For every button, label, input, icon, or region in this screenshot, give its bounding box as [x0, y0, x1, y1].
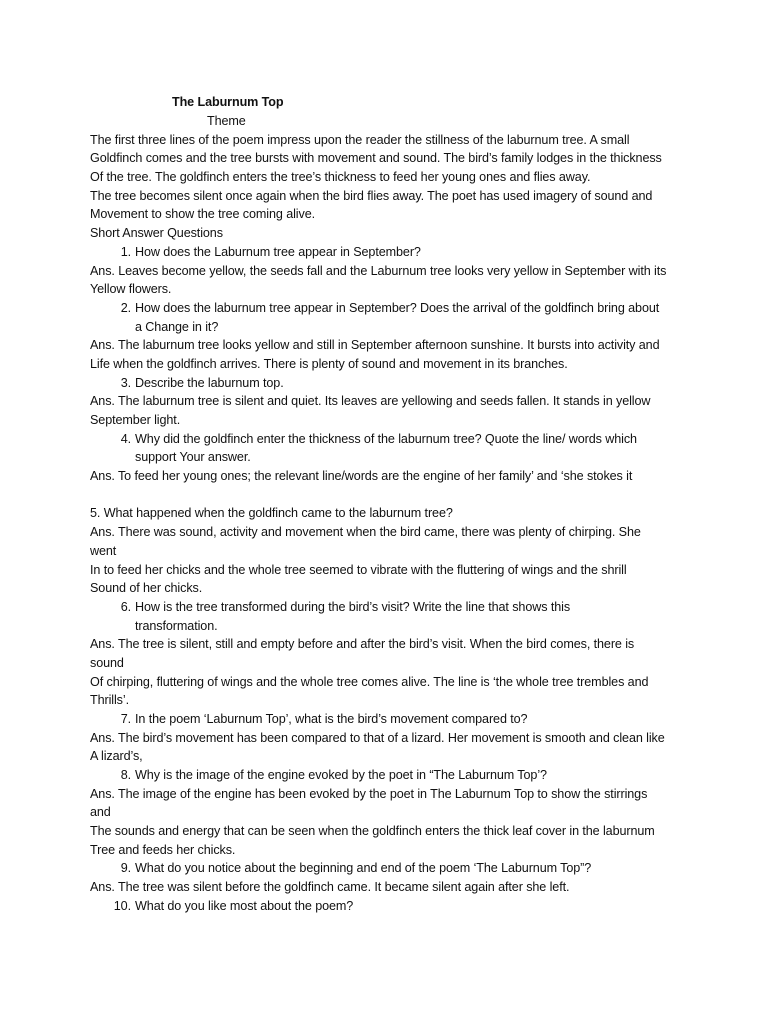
- question-number: 8.: [120, 768, 131, 782]
- theme-paragraph-line: The first three lines of the poem impress upon the reader the stillness of the laburnum tree. A small: [90, 133, 630, 147]
- question-4: [120, 430, 637, 448]
- question-text: What do you notice about the beginning and end of the poem ‘The Laburnum Top”?: [135, 861, 592, 875]
- question-8: [120, 766, 547, 784]
- question-5: 5. What happened when the goldfinch came to the laburnum tree?: [90, 506, 453, 520]
- question-2: [120, 299, 660, 317]
- answer-line: Thrills’.: [90, 693, 129, 707]
- question-10: [113, 897, 354, 915]
- answer-line: Ans. The tree is silent, still and empty before and after the bird’s visit. When the bird comes, there is: [90, 637, 635, 651]
- question-text: Why is the image of the engine evoked by the poet in “The Laburnum Top’?: [135, 768, 547, 782]
- question-text-continued: support Your answer.: [135, 450, 251, 464]
- document-title: The Laburnum Top: [172, 95, 284, 109]
- question-text-continued: transformation.: [135, 619, 218, 633]
- answer-line: Ans. There was sound, activity and movement when the bird came, there was plenty of chirping. She: [90, 525, 641, 539]
- theme-paragraph-line: Movement to show the tree coming alive.: [90, 207, 315, 221]
- question-number: 1.: [120, 245, 131, 259]
- answer-line: Life when the goldfinch arrives. There is plenty of sound and movement in its branches.: [90, 357, 568, 371]
- question-number: 2.: [120, 301, 131, 315]
- question-number: 3.: [120, 376, 131, 390]
- question-number: 4.: [120, 432, 131, 446]
- question-number: 7.: [120, 712, 131, 726]
- question-text: How does the laburnum tree appear in September? Does the arrival of the goldfinch bring about: [135, 301, 660, 315]
- answer-line: Ans. The laburnum tree looks yellow and still in September afternoon sunshine. It bursts into activity and: [90, 338, 660, 352]
- answer-line: and: [90, 805, 111, 819]
- question-text-continued: a Change in it?: [135, 320, 219, 334]
- answer-line: sound: [90, 656, 124, 670]
- question-3: [120, 374, 284, 392]
- answer-line: In to feed her chicks and the whole tree seemed to vibrate with the fluttering of wings and the shrill: [90, 563, 627, 577]
- question-number: 9.: [120, 861, 131, 875]
- answer-line: Ans. The bird’s movement has been compared to that of a lizard. Her movement is smooth and clean like: [90, 731, 665, 745]
- theme-paragraph-line: Goldfinch comes and the tree bursts with movement and sound. The bird’s family lodges in the thickness: [90, 151, 662, 165]
- answer-line: Tree and feeds her chicks.: [90, 843, 236, 857]
- question-6: [120, 598, 571, 616]
- question-number: 10.: [113, 899, 131, 913]
- answer-line: Ans. The laburnum tree is silent and quiet. Its leaves are yellowing and seeds fallen. It stands in yellow: [90, 394, 651, 408]
- answer-line: The sounds and energy that can be seen when the goldfinch enters the thick leaf cover in the laburnum: [90, 824, 655, 838]
- section-heading: Short Answer Questions: [90, 226, 223, 240]
- answer-line: Ans. The image of the engine has been evoked by the poet in The Laburnum Top to show the stirrings: [90, 787, 648, 801]
- theme-paragraph-line: Of the tree. The goldfinch enters the tree’s thickness to feed her young ones and flies away.: [90, 170, 591, 184]
- answer-line: September light.: [90, 413, 181, 427]
- question-text: How does the Laburnum tree appear in September?: [135, 245, 421, 259]
- question-text: Describe the laburnum top.: [135, 376, 284, 390]
- question-1: [120, 243, 421, 261]
- answer-line: Of chirping, fluttering of wings and the whole tree comes alive. The line is ‘the whole tree trembles and: [90, 675, 649, 689]
- answer-line: Ans. To feed her young ones; the relevant line/words are the engine of her family’ and ‘she stokes it: [90, 469, 633, 483]
- question-text: In the poem ‘Laburnum Top’, what is the bird’s movement compared to?: [135, 712, 528, 726]
- answer-line: Ans. The tree was silent before the goldfinch came. It became silent again after she left.: [90, 880, 570, 894]
- question-text: How is the tree transformed during the bird’s visit? Write the line that shows this: [135, 600, 571, 614]
- question-9: [120, 859, 592, 877]
- question-text: What do you like most about the poem?: [135, 899, 354, 913]
- theme-heading: Theme: [207, 114, 246, 128]
- answer-line: Yellow flowers.: [90, 282, 172, 296]
- answer-line: Sound of her chicks.: [90, 581, 203, 595]
- answer-line: Ans. Leaves become yellow, the seeds fall and the Laburnum tree looks very yellow in September with its: [90, 264, 667, 278]
- answer-line: A lizard’s,: [90, 749, 143, 763]
- answer-line: went: [90, 544, 117, 558]
- question-7: [120, 710, 528, 728]
- question-number: 6.: [120, 600, 131, 614]
- theme-paragraph-line: The tree becomes silent once again when the bird flies away. The poet has used imagery of sound and: [90, 189, 653, 203]
- question-text: Why did the goldfinch enter the thickness of the laburnum tree? Quote the line/ words which: [135, 432, 637, 446]
